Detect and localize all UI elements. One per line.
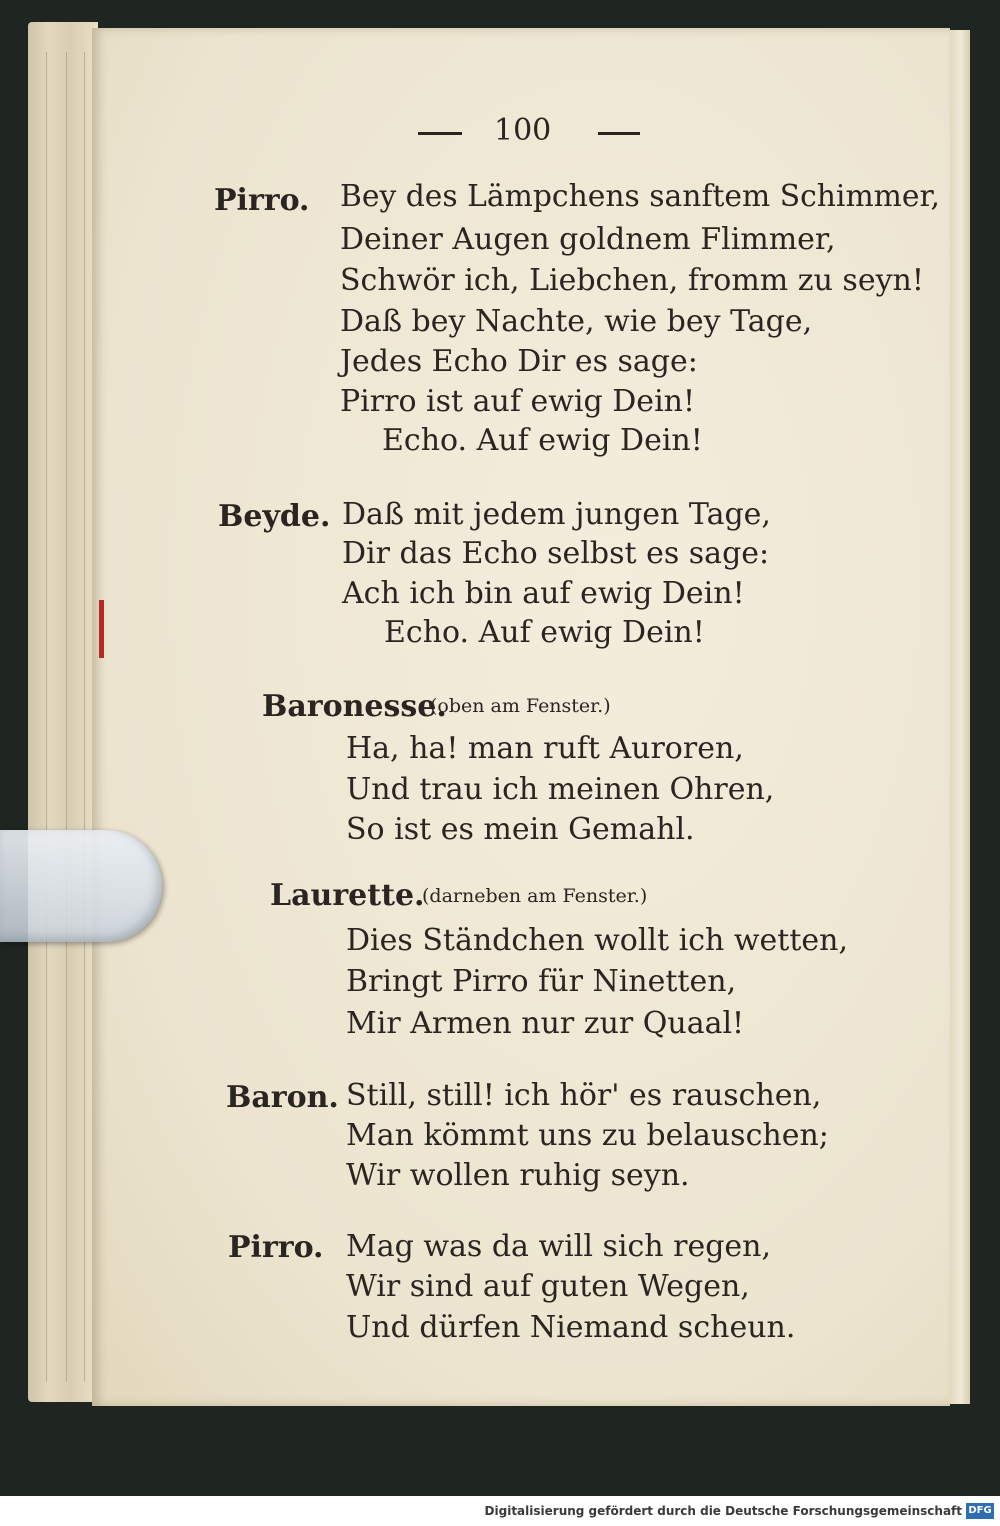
stage-direction: (darneben am Fenster.) — [422, 885, 648, 907]
verse-line: Jedes Echo Dir es sage: — [340, 344, 698, 379]
speaker-name: Baron. — [226, 1080, 339, 1115]
bookmark-ribbon — [99, 600, 104, 658]
verse-line: Bringt Pirro für Ninetten, — [346, 964, 737, 999]
stack-line — [66, 52, 67, 1382]
stack-line — [84, 52, 85, 1382]
echo-line: Echo. Auf ewig Dein! — [382, 423, 703, 458]
footer-credit: Digitalisierung gefördert durch die Deutsche Forschungsgemeinschaft — [484, 1504, 962, 1518]
verse-line: Dies Ständchen wollt ich wetten, — [346, 923, 849, 958]
verse-line: Ha, ha! man ruft Auroren, — [346, 731, 744, 766]
verse-line: Daß bey Nachte, wie bey Tage, — [340, 304, 813, 339]
verse-line: Daß mit jedem jungen Tage, — [342, 497, 771, 532]
speaker-name: Pirro. — [228, 1230, 324, 1265]
page-number: 100 — [494, 113, 552, 148]
verse-line: So ist es mein Gemahl. — [346, 812, 695, 847]
page-clip — [0, 830, 162, 942]
page-number-dash-right — [598, 132, 640, 135]
speaker-name: Baronesse. — [262, 689, 447, 724]
verse-line: Schwör ich, Liebchen, fromm zu seyn! — [340, 263, 924, 298]
verse-line: Wir wollen ruhig seyn. — [346, 1158, 690, 1193]
verse-line: Dir das Echo selbst es sage: — [342, 536, 770, 571]
page-number-dash-left — [418, 132, 462, 135]
verse-line: Mag was da will sich regen, — [346, 1229, 772, 1264]
speaker-name: Laurette. — [270, 878, 425, 913]
speaker-name: Pirro. — [214, 183, 310, 218]
verse-line: Man kömmt uns zu belauschen; — [346, 1118, 829, 1153]
verse-line: Und trau ich meinen Ohren, — [346, 772, 775, 807]
verse-line: Wir sind auf guten Wegen, — [346, 1269, 750, 1304]
verse-line: Und dürfen Niemand scheun. — [346, 1310, 796, 1345]
verse-line: Mir Armen nur zur Quaal! — [346, 1006, 745, 1041]
stage-direction: (oben am Fenster.) — [430, 695, 611, 717]
verse-line: Deiner Augen goldnem Flimmer, — [340, 222, 836, 257]
verse-line: Still, still! ich hör' es rauschen, — [346, 1078, 822, 1113]
stack-line — [46, 52, 47, 1382]
dfg-logo: DFG — [966, 1503, 994, 1519]
page-stack-edge — [28, 22, 98, 1402]
echo-line: Echo. Auf ewig Dein! — [384, 615, 705, 650]
speaker-name: Beyde. — [218, 499, 331, 534]
verse-line: Pirro ist auf ewig Dein! — [340, 384, 696, 419]
verse-line: Ach ich bin auf ewig Dein! — [342, 576, 745, 611]
verse-line: Bey des Lämpchens sanftem Schimmer, — [340, 179, 940, 214]
